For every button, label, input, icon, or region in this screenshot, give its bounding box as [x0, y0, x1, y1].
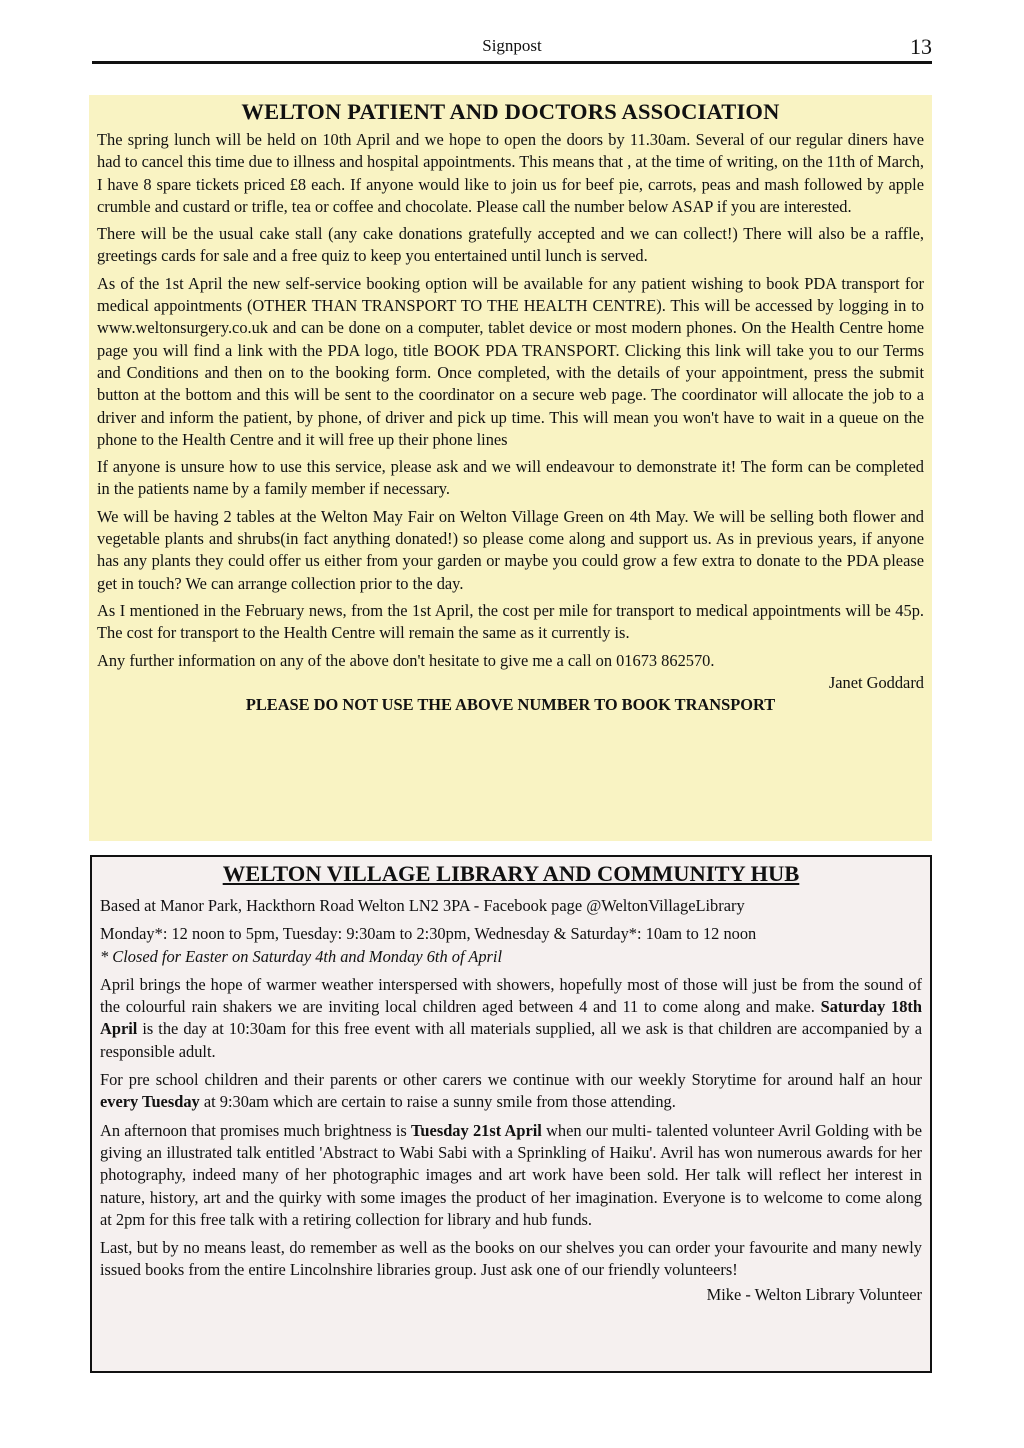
pda-paragraph-booking: As of the 1st April the new self-service booking option will be available for any patient wishing to book PDA transport for medical appointments (OTHER THAN TRANSPORT TO THE HEALTH CENTRE). This will be accessed by logging in to www.weltonsurgery.co.uk and can be done on a computer, tablet device or most modern phones. On the Health Centre home page you will find a link with the PDA logo, title BOOK PDA TRANSPORT. Clicking this link will take you to our Terms and Conditions and then on to the booking form. Once completed, with the details of your appointment, press the submit button at the bottom and this will be sent to the coordinator on a secure web page. The coordinator will allocate the job to a driver and inform the patient, by phone, of driver and pick up time. This will mean you won't have to wait in a queue on the phone to the Health Centre and it will free up their phone lines [97, 273, 924, 449]
publication-title: Signpost [482, 36, 542, 55]
pda-title: WELTON PATIENT AND DOCTORS ASSOCIATION [241, 99, 780, 124]
library-paragraph-storytime [100, 1069, 922, 1114]
pda-paragraph-lunch: The spring lunch will be held on 10th April and we hope to open the doors by 11.30am. Several of our regular diners have had to cancel this time due to illness and hospital appointments. This means that , at the time of writing, on the 11th of March, I have 8 spare tickets priced £8 each. If anyone would like to join us for beef pie, carrots, peas and mash followed by apple crumble and custard or trifle, tea or coffee and chocolate. Please call the number below ASAP if you are interested. [97, 130, 924, 216]
library-title: WELTON VILLAGE LIBRARY AND COMMUNITY HUB [222, 861, 800, 886]
library-paragraph-talk [100, 1120, 922, 1231]
text-run: is the day at 10:30am for this free event with all materials supplied, all we ask is that children are accompanied by a responsible adult. [100, 1019, 922, 1061]
library-paragraph-rain-shakers [100, 974, 922, 1063]
highlight-date: Saturday 18th April [100, 997, 922, 1039]
highlight-date: every Tuesday [100, 1092, 200, 1112]
library-hours: Monday*: 12 noon to 5pm, Tuesday: 9:30am to 2:30pm, Wednesday & Saturday*: 10am to 12 noon [100, 924, 757, 944]
text-run: For pre school children and their parents or other carers we continue with our weekly Storytime for around half an hour [100, 1070, 922, 1090]
text-run: when our multi- talented volunteer Avril Golding with be giving an illustrated talk entitled 'Abstract to Wabi Sabi with a Sprinkling of Haiku'. Avril has won numerous awards for her photography, indeed many of her photographic images and art work have been sold. Her talk will reflect her interest in nature, history, art and the quirky with some images the product of her imagination. Everyone is to welcome to come along at 2pm for this free talk with a retiring collection for library and hub funds. [100, 1120, 922, 1229]
library-address: Based at Manor Park, Hackthorn Road Welton LN2 3PA - Facebook page @WeltonVillageLibrary [100, 896, 745, 915]
pda-signature: Janet Goddard [828, 672, 924, 692]
library-paragraph-ordering: Last, but by no means least, do remember as well as the books on our shelves you can order your favourite and many newly issued books from the entire Lincolnshire libraries group. Just ask one of our friendly volunteers! [100, 1238, 922, 1280]
text-run: An afternoon that promises much brightness is [100, 1120, 411, 1140]
pda-paragraph-cost: As I mentioned in the February news, from the 1st April, the cost per mile for transport to medical appointments will be 45p. The cost for transport to the Health Centre will remain the same as it currently is. [97, 600, 924, 643]
pda-paragraph-help: If anyone is unsure how to use this service, please ask and we will endeavour to demonstrate it! The form can be completed in the patients name by a family member if necessary. [97, 457, 924, 499]
highlight-date: Tuesday 21st April [411, 1120, 542, 1140]
library-signature: Mike - Welton Library Volunteer [706, 1284, 922, 1304]
library-closed-note: * Closed for Easter on Saturday 4th and Monday 6th of April [100, 946, 503, 966]
pda-section [89, 95, 932, 841]
pda-paragraph-cake-stall: There will be the usual cake stall (any cake donations gratefully accepted and we can collect!) There will also be a raffle, greetings cards for sale and a free quiz to keep you entertained until lunch is served. [97, 224, 924, 266]
text-run: at 9:30am which are certain to raise a sunny smile from those attending. [199, 1092, 676, 1112]
page-number: 13 [910, 34, 932, 59]
text-run: April brings the hope of warmer weather interspersed with showers, hopefully most of those will just be from the sound of the colourful rain shakers we are inviting local children aged between 4 and 11 to come along and make. [100, 974, 922, 1017]
header-divider [92, 61, 932, 64]
library-section [90, 855, 932, 1373]
pda-contact-line: Any further information on any of the above don't hesitate to give me a call on 01673 862570. [97, 650, 715, 670]
pda-paragraph-may-fair: We will be having 2 tables at the Welton May Fair on Welton Village Green on 4th May. We will be selling both flower and vegetable plants and shrubs(in fact anything donated!) so please come along and support us. As in previous years, if anyone has any plants they could offer us either from your garden or maybe you could grow a few extra to donate to the PDA please get in touch? We can arrange collection prior to the day. [97, 506, 924, 593]
page-header [92, 34, 932, 62]
pda-warning: PLEASE DO NOT USE THE ABOVE NUMBER TO BOOK TRANSPORT [245, 695, 776, 715]
